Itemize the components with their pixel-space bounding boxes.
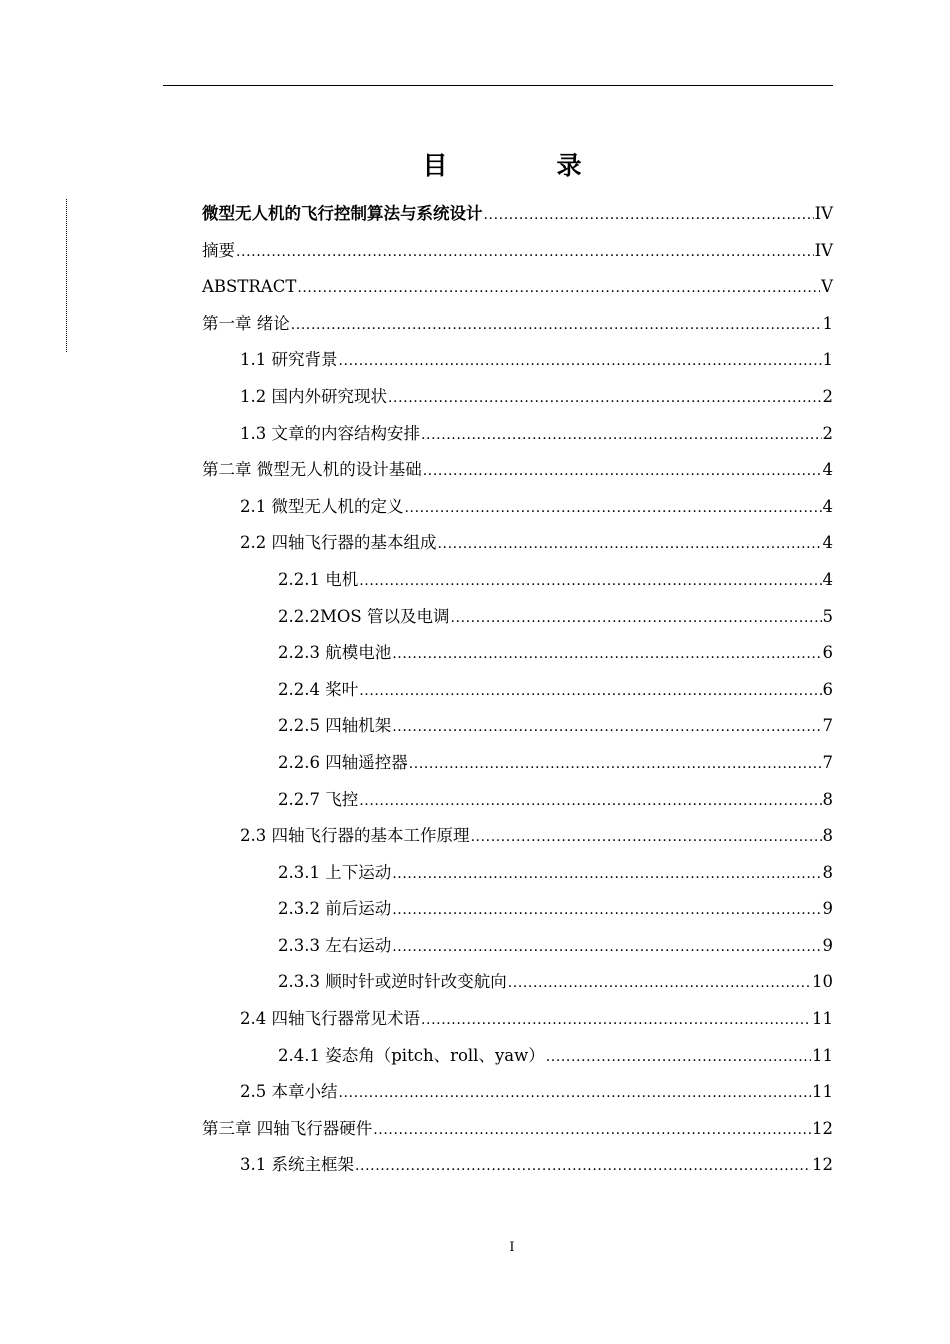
toc-leader-dots bbox=[409, 746, 822, 783]
toc-leader-dots bbox=[484, 197, 814, 234]
toc-entry-text: 摘要 bbox=[202, 240, 235, 260]
toc-entry-text: 第三章 四轴飞行器硬件 bbox=[202, 1118, 373, 1138]
toc-entry-text: 2.2.2MOS 管以及电调 bbox=[278, 606, 450, 626]
toc-leader-dots bbox=[373, 1112, 811, 1149]
toc-leader-dots bbox=[405, 490, 822, 527]
toc-entry-page: 9 bbox=[822, 899, 833, 919]
page-number: I bbox=[509, 1240, 515, 1255]
toc-leader-dots bbox=[546, 1039, 811, 1076]
toc-entry-page: 8 bbox=[822, 862, 833, 882]
toc-entry-text: 3.1 系统主框架 bbox=[240, 1155, 354, 1175]
toc-entry-page: 10 bbox=[812, 972, 833, 992]
toc-entry-page: 1 bbox=[822, 313, 833, 333]
toc-entry[interactable] bbox=[202, 306, 833, 343]
toc-entry[interactable] bbox=[202, 599, 833, 636]
toc-entry[interactable] bbox=[202, 745, 833, 782]
toc-entry-text: 2.3.3 左右运动 bbox=[278, 935, 392, 955]
toc-entry-text: 2.2.1 电机 bbox=[278, 569, 359, 589]
toc-leader-dots bbox=[388, 380, 822, 417]
toc-entry-page: V bbox=[821, 277, 833, 297]
toc-entry[interactable] bbox=[202, 928, 833, 965]
toc-leader-dots bbox=[297, 270, 820, 307]
toc-leader-dots bbox=[392, 929, 821, 966]
toc-entry[interactable] bbox=[202, 708, 833, 745]
toc-entry-text: 2.3.3 顺时针或逆时针改变航向 bbox=[278, 972, 507, 992]
toc-entry[interactable] bbox=[202, 964, 833, 1001]
toc-entry-text: 2.4 四轴飞行器常见术语 bbox=[240, 1009, 420, 1029]
toc-entry[interactable] bbox=[202, 489, 833, 526]
toc-entry-page: 12 bbox=[812, 1118, 833, 1138]
toc-entry-text: 第二章 微型无人机的设计基础 bbox=[202, 460, 422, 480]
toc-leader-dots bbox=[359, 673, 821, 710]
toc-entry[interactable] bbox=[202, 342, 833, 379]
toc-entry-page: 5 bbox=[822, 606, 833, 626]
toc-entry-text: 2.3 四轴飞行器的基本工作原理 bbox=[240, 826, 470, 846]
toc-entry-page: 9 bbox=[822, 935, 833, 955]
toc-entry-page: 7 bbox=[822, 716, 833, 736]
toc-leader-dots bbox=[392, 636, 821, 673]
toc-entry[interactable] bbox=[202, 525, 833, 562]
toc-entry-page: 7 bbox=[822, 752, 833, 772]
toc-entry-page: 11 bbox=[812, 1082, 833, 1102]
toc-entry[interactable] bbox=[202, 269, 833, 306]
toc-entry[interactable] bbox=[202, 196, 833, 233]
toc-entry-page: IV bbox=[814, 240, 833, 260]
toc-entry[interactable] bbox=[202, 1001, 833, 1038]
toc-entry-text: 2.2.5 四轴机架 bbox=[278, 716, 392, 736]
toc-entry-page: 11 bbox=[812, 1045, 833, 1065]
toc-entry[interactable] bbox=[202, 782, 833, 819]
toc-entry[interactable] bbox=[202, 233, 833, 270]
toc-entry-text: 2.2.6 四轴遥控器 bbox=[278, 752, 408, 772]
toc-leader-dots bbox=[339, 343, 822, 380]
toc-entry-text: 2.2.3 航模电池 bbox=[278, 643, 392, 663]
toc-entry-text: 2.2.7 飞控 bbox=[278, 789, 359, 809]
toc-leader-dots bbox=[423, 453, 822, 490]
toc-entry-page: 8 bbox=[822, 826, 833, 846]
toc-entry[interactable] bbox=[202, 818, 833, 855]
toc-leader-dots bbox=[392, 892, 821, 929]
toc-entry-page: 1 bbox=[822, 350, 833, 370]
toc-entry-page: 6 bbox=[822, 679, 833, 699]
toc-entry-text: 2.5 本章小结 bbox=[240, 1082, 338, 1102]
toc-leader-dots bbox=[421, 417, 822, 454]
toc-entry[interactable] bbox=[202, 1038, 833, 1075]
toc-leader-dots bbox=[421, 1002, 811, 1039]
toc-entry-text: 1.1 研究背景 bbox=[240, 350, 338, 370]
toc-leader-dots bbox=[339, 1075, 812, 1112]
toc-entry-text: 2.3.1 上下运动 bbox=[278, 862, 392, 882]
toc-leader-dots bbox=[359, 783, 821, 820]
toc-entry-text: 2.2.4 桨叶 bbox=[278, 679, 359, 699]
toc-entry-text: 第一章 绪论 bbox=[202, 313, 290, 333]
toc-leader-dots bbox=[291, 307, 822, 344]
toc-entry[interactable] bbox=[202, 855, 833, 892]
toc-entry-page: 4 bbox=[822, 533, 833, 553]
toc-leader-dots bbox=[450, 600, 821, 637]
toc-entry-text: 2.3.2 前后运动 bbox=[278, 899, 392, 919]
toc-leader-dots bbox=[236, 234, 814, 271]
toc-entry[interactable] bbox=[202, 1147, 833, 1184]
toc-leader-dots bbox=[438, 526, 822, 563]
toc-entry[interactable] bbox=[202, 452, 833, 489]
toc-entry[interactable] bbox=[202, 562, 833, 599]
toc-leader-dots bbox=[359, 563, 821, 600]
toc-entry-text: 1.3 文章的内容结构安排 bbox=[240, 423, 420, 443]
toc-entry[interactable] bbox=[202, 891, 833, 928]
page-title: 目 录 bbox=[422, 151, 624, 180]
toc-entry-page: 4 bbox=[822, 569, 833, 589]
toc-entry-text: 2.4.1 姿态角（pitch、roll、yaw） bbox=[278, 1045, 545, 1065]
header-rule bbox=[163, 85, 833, 86]
toc-entry[interactable] bbox=[202, 1074, 833, 1111]
toc-leader-dots bbox=[392, 856, 821, 893]
toc-entry-page: 4 bbox=[822, 460, 833, 480]
toc-entry-text: 2.2 四轴飞行器的基本组成 bbox=[240, 533, 437, 553]
toc-entry-page: 6 bbox=[822, 643, 833, 663]
toc-entry[interactable] bbox=[202, 635, 833, 672]
toc-entry-text: ABSTRACT bbox=[202, 277, 297, 297]
toc-entry[interactable] bbox=[202, 672, 833, 709]
toc-leader-dots bbox=[471, 819, 822, 856]
toc-entry[interactable] bbox=[202, 416, 833, 453]
toc-entry-page: 12 bbox=[812, 1155, 833, 1175]
table-of-contents bbox=[202, 196, 833, 1184]
toc-leader-dots bbox=[392, 709, 821, 746]
toc-entry-page: 8 bbox=[822, 789, 833, 809]
toc-entry-text: 1.2 国内外研究现状 bbox=[240, 386, 387, 406]
toc-leader-dots bbox=[355, 1148, 811, 1185]
toc-entry-page: IV bbox=[814, 204, 833, 223]
toc-entry-text: 微型无人机的飞行控制算法与系统设计 bbox=[202, 204, 483, 223]
toc-entry-page: 4 bbox=[822, 496, 833, 516]
toc-entry[interactable] bbox=[202, 1111, 833, 1148]
toc-entry-page: 2 bbox=[822, 386, 833, 406]
toc-entry-text: 2.1 微型无人机的定义 bbox=[240, 496, 404, 516]
toc-entry-page: 2 bbox=[822, 423, 833, 443]
binding-line bbox=[66, 199, 67, 352]
toc-entry-page: 11 bbox=[812, 1009, 833, 1029]
toc-leader-dots bbox=[508, 965, 811, 1002]
toc-entry[interactable] bbox=[202, 379, 833, 416]
